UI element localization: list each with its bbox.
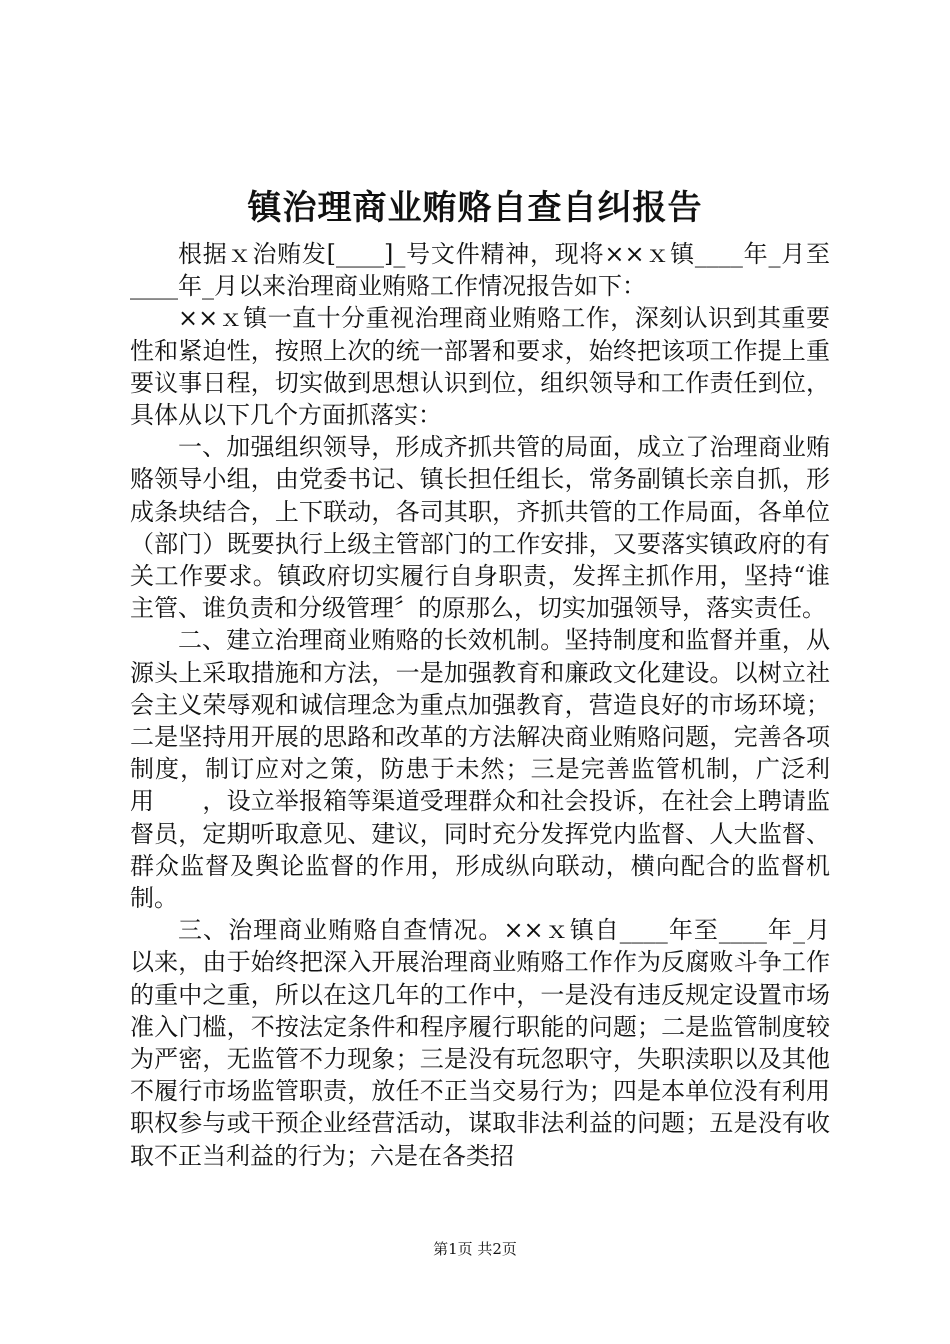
paragraph-section-three: 三、治理商业贿赂自查情况。××ｘ镇自____年至____年_月以来，由于始终把深入开展治理商业贿赂工作作为反腐败斗争工作的重中之重，所以在这几年的工作中，一是没有违反规定设置市场准入门槛，不按法定条件和程序履行职能的问题；二是监管制度较为严密，无监管不力现象；三是没有玩忽职守，失职渎职以及其他不履行市场监管职责，放任不正当交易行为；四是本单位没有利用职权参与或干预企业经营活动，谋取非法利益的问题；五是没有收取不正当利益的行为；六是在各类招: [130, 916, 830, 1170]
paragraph-section-two: 二、建立治理商业贿赂的长效机制。坚持制度和监督并重，从源头上采取措施和方法，一是加强教育和廉政文化建设。以树立社会主义荣辱观和诚信理念为重点加强教育，营造良好的市场环境；二是坚持用开展的思路和改革的方法解决商业贿赂问题，完善各项制度，制订应对之策，防患于未然；三是完善监管机制，广泛利用 ，设立举报箱等渠道受理群众和社会投诉，在社会上聘请监督员，定期听取意见、建议，同时充分发挥党内监督、人大监督、群众监督及舆论监督的作用，形成纵向联动，横向配合的监督机制。: [130, 626, 830, 913]
paragraph-overview: ××ｘ镇一直十分重视治理商业贿赂工作，深刻认识到其重要性和紧迫性，按照上次的统一部署和要求，始终把该项工作提上重要议事日程，切实做到思想认识到位，组织领导和工作责任到位，具体从以下几个方面抓落实：: [130, 304, 830, 430]
document-body: [130, 238, 830, 1172]
paragraph-section-one: 一、加强组织领导，形成齐抓共管的局面，成立了治理商业贿赂领导小组，由党委书记、镇长担任组长，常务副镇长亲自抓，形成条块结合，上下联动，各司其职，齐抓共管的工作局面，各单位（部门）既要执行上级主管部门的工作安排，又要落实镇政府的有关工作要求。镇政府切实履行自身职责，发挥主抓作用，坚持“谁主管、谁负责和分级管理〞的原那么，切实加强领导，落实责任。: [130, 433, 830, 623]
document-title: 镇治理商业贿赂自查自纠报告: [247, 188, 703, 228]
paragraph-intro: 根据ｘ治贿发[____]_号文件精神，现将××ｘ镇____年_月至____年_月以来治理商业贿赂工作情况报告如下：: [130, 240, 830, 301]
page-number-footer: 第1页 共2页: [433, 1240, 517, 1258]
